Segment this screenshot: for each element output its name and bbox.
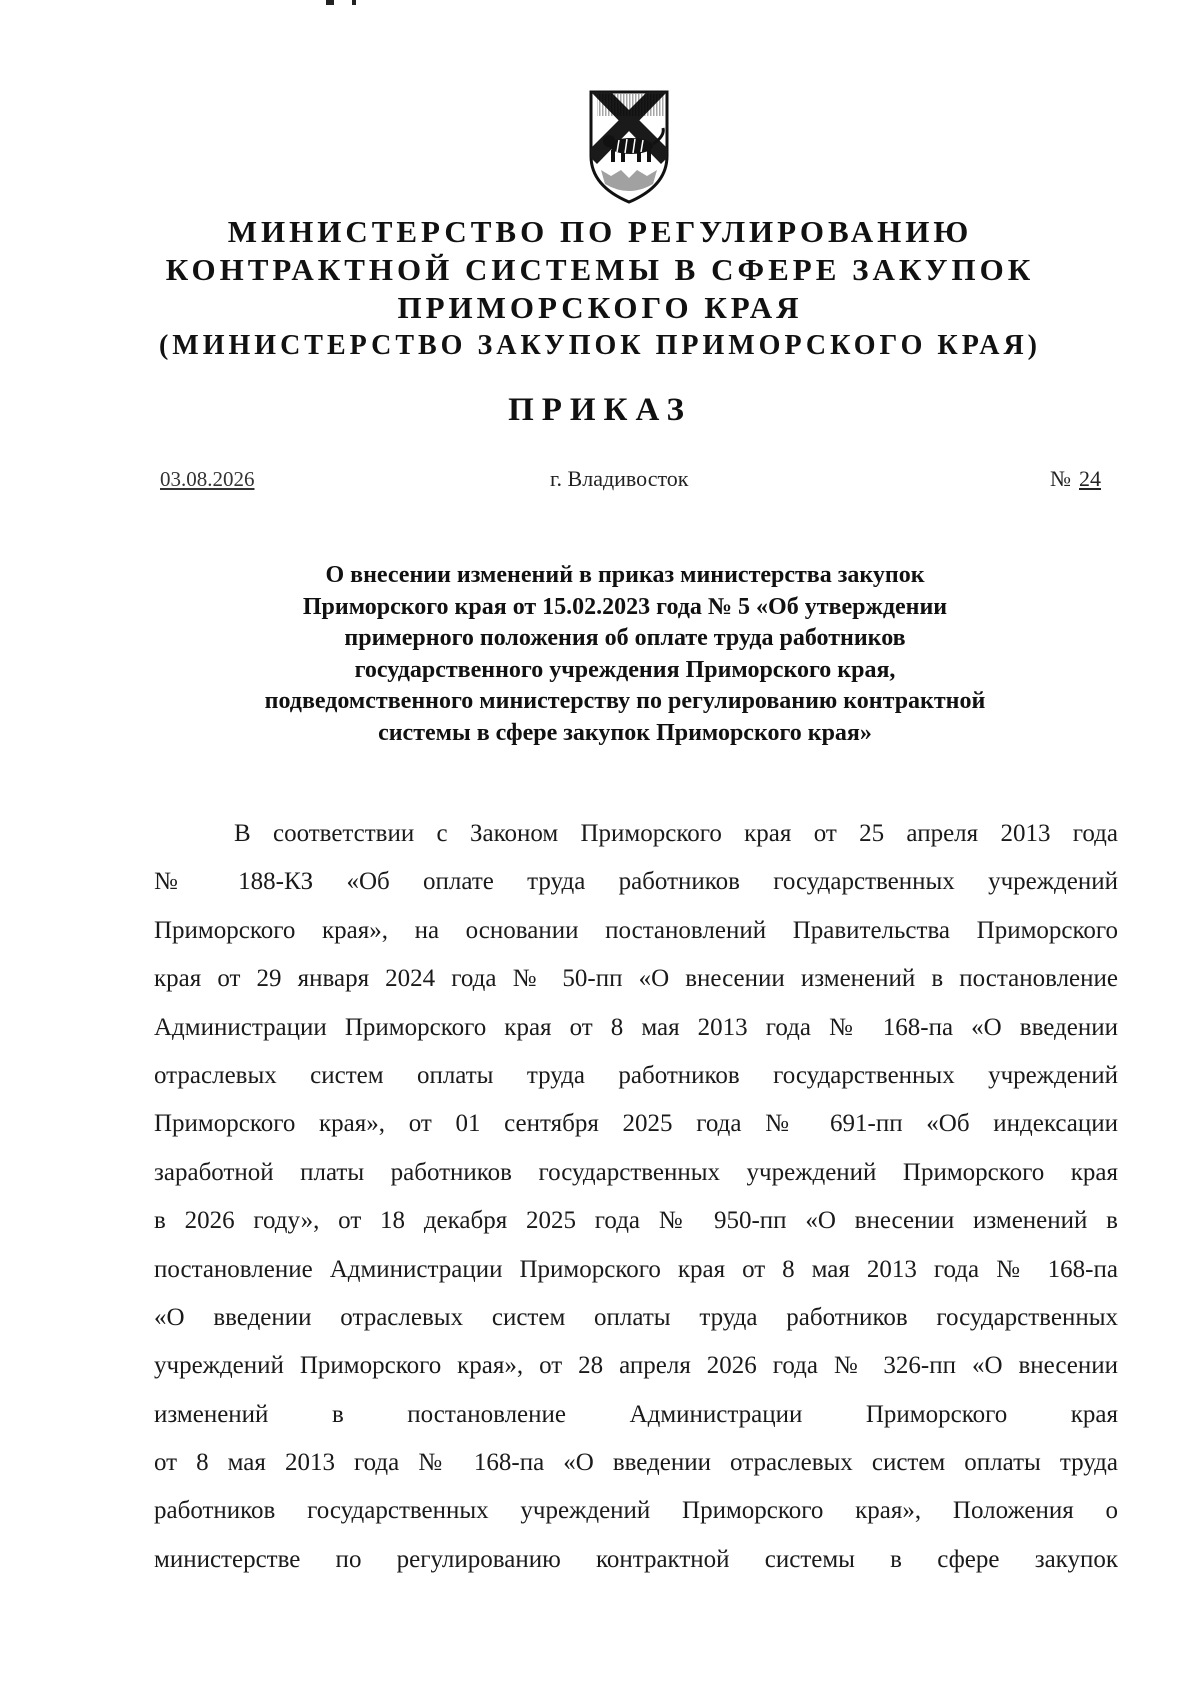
number-value: 24 [1079,466,1101,491]
org-short-name: (МИНИСТЕРСТВО ЗАКУПОК ПРИМОРСКОГО КРАЯ) [158,330,1042,361]
body-line: изменений в постановление Администрации Приморского края [154,1400,1118,1428]
subject-line: государственного учреждения Приморского края, [354,656,896,683]
document-date: 03.08.2026 [160,467,255,491]
subject-line: О внесении изменений в приказ министерства закупок [325,562,925,588]
body-line: Приморского края», от 01 сентября 2025 года № 691-пп «Об индексации [154,1110,1118,1138]
body-line: постановление Администрации Приморского края от 8 мая 2013 года № 168-па [154,1255,1118,1283]
document-city: г. Владивосток [550,466,689,491]
org-name-line-1: МИНИСТЕРСТВО ПО РЕГУЛИРОВАНИЮ [227,214,973,249]
number-sign: № [1050,466,1071,491]
body-line: Администрации Приморского края от 8 мая 2013 года № 168-па «О введении [154,1013,1118,1041]
body-line: «О введении отраслевых систем оплаты труда работников государственных [154,1303,1118,1331]
body-line: заработной платы работников государственных учреждений Приморского края [154,1158,1118,1186]
body-line: № 188-КЗ «Об оплате труда работников государственных учреждений [154,868,1118,896]
body-line: от 8 мая 2013 года № 168-па «О введении отраслевых систем оплаты труда [154,1449,1118,1477]
body-line: отраслевых систем оплаты труда работников государственных учреждений [154,1061,1118,1089]
document-type-title: ПРИКАЗ [508,392,692,428]
document-number [1050,466,1101,492]
body-line: министерстве по регулированию контрактной системы в сфере закупок [154,1545,1118,1573]
body-line: Приморского края», на основании постановлений Правительства Приморского [154,916,1118,944]
body-line: работников государственных учреждений Приморского края», Положения о [154,1497,1118,1525]
body-line: в 2026 году», от 18 декабря 2025 года № 950-пп «О внесении изменений в [154,1207,1118,1235]
subject-line: примерного положения об оплате труда работников [344,625,906,651]
subject-line: Приморского края от 15.02.2023 года № 5 «Об утверждении [302,593,948,620]
body-line: учреждений Приморского края», от 28 апреля 2026 года № 326-пп «О внесении [154,1352,1118,1380]
scan-artifact [326,0,334,5]
body-line: края от 29 января 2024 года № 50-пп «О внесении изменений в постановление [154,965,1118,993]
coat-of-arms-emblem-icon [581,86,677,208]
org-name-line-2: КОНТРАКТНОЙ СИСТЕМЫ В СФЕРЕ ЗАКУПОК [165,252,1035,287]
subject-line: подведомственного министерству по регулированию контрактной [264,688,986,714]
body-line: В соответствии с Законом Приморского края от 25 апреля 2013 года [234,820,1118,847]
subject-line: системы в сфере закупок Приморского края» [378,719,872,746]
document-subject [150,560,1100,749]
scan-artifact [352,0,356,5]
document-body [154,810,1118,1584]
org-name-line-3: ПРИМОРСКОГО КРАЯ [397,290,803,325]
